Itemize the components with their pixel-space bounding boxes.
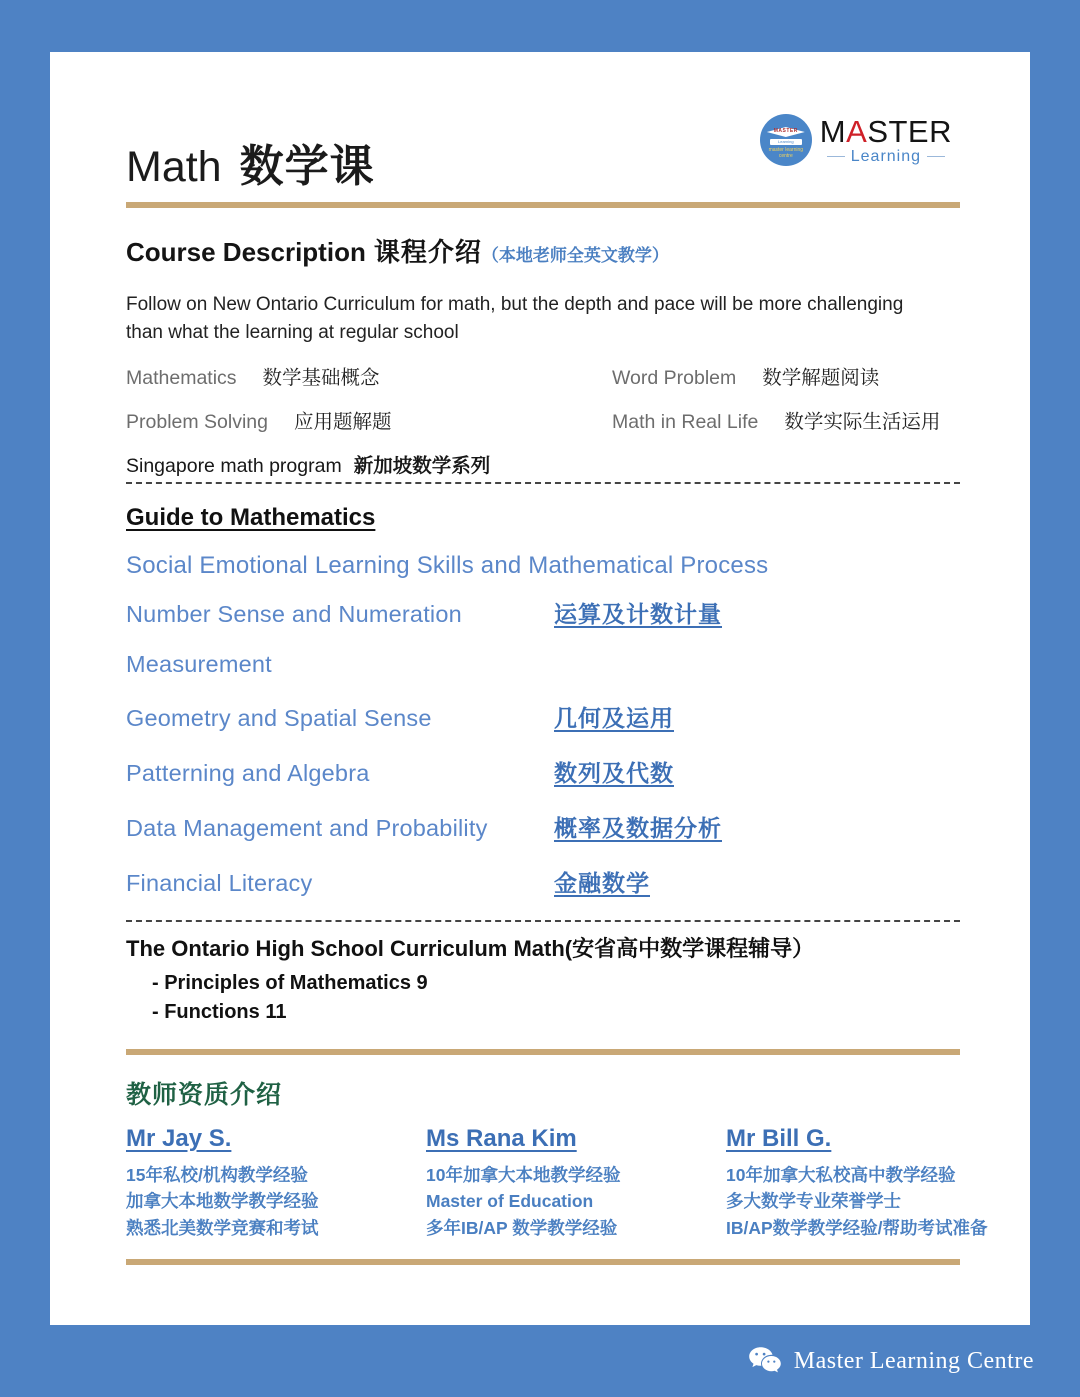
guide-topic-row (126, 651, 960, 678)
teacher-name[interactable]: Ms Rana Kim (426, 1125, 577, 1153)
poster-header (126, 52, 960, 202)
guide-topic-row (126, 596, 960, 629)
brand-name-m: M (819, 113, 847, 149)
course-topic-row (126, 362, 960, 390)
teacher-credential-line: 熟悉北美数学竞赛和考试 (126, 1217, 319, 1238)
course-description-note: （本地老师全英文教学） (481, 246, 669, 265)
brand-tagline-text: Learning (850, 147, 922, 165)
brand-tagline (820, 149, 952, 165)
teacher-credential-line: 10年加拿大私校高中教学经验 (726, 1165, 956, 1186)
guide-topic-en: Number Sense and Numeration (126, 601, 462, 628)
brand-wordmark (819, 113, 952, 165)
teacher-credentials (726, 1162, 988, 1241)
guide-heading: Guide to Mathematics (126, 504, 376, 532)
topic-label-en: Math in Real Life (612, 411, 759, 434)
topic-label-en: Mathematics (126, 367, 237, 390)
poster-content (126, 52, 988, 1265)
teacher-credential-line: 多年IB/AP 数学教学经验 (426, 1217, 618, 1238)
ontario-curriculum-list (126, 969, 960, 1027)
graduation-cap-logo-icon (760, 114, 812, 166)
dashed-divider-1 (126, 482, 960, 484)
dashed-divider-2 (126, 920, 960, 922)
guide-topic-cn: 数列及代数 (554, 760, 674, 787)
wechat-label: Master Learning Centre (793, 1347, 1034, 1374)
teachers-list (126, 1125, 988, 1241)
page-title-en: Math (126, 143, 222, 191)
teacher-name[interactable]: Mr Jay S. (126, 1125, 232, 1153)
poster-card (50, 52, 1030, 1325)
course-description-heading-cn: 课程介绍 (373, 237, 482, 267)
topic-label-cn: 数学基础概念 (262, 367, 380, 390)
guide-topic-row (126, 865, 960, 898)
footer-bar (0, 1325, 1080, 1397)
logo-mark-word: MASTER (773, 128, 798, 134)
singapore-program-en: Singapore math program (126, 455, 342, 478)
teacher-credential-line: 加拿大本地数学教学经验 (126, 1191, 319, 1212)
course-description-paragraph: Follow on New Ontario Curriculum for math, but the depth and pace will be more challenging than what the learning at regular school (126, 294, 904, 343)
guide-topic-cn: 概率及数据分析 (554, 815, 722, 842)
tagline-dash-left (827, 156, 845, 157)
tagline-dash-right (927, 156, 945, 157)
list-item: - Functions 11 (152, 1001, 287, 1024)
course-description-heading-en: Course Description (126, 237, 366, 267)
wechat-icon (748, 1346, 782, 1376)
course-topic-cell (126, 406, 612, 434)
topic-label-en: Word Problem (612, 367, 737, 390)
guide-intro: Social Emotional Learning Skills and Mathematical Process (126, 552, 769, 580)
course-topic-pairs (126, 362, 960, 434)
guide-topic-cn: 几何及运用 (554, 705, 674, 732)
list-item: - Principles of Mathematics 9 (152, 972, 428, 995)
singapore-program-cn: 新加坡数学系列 (353, 455, 491, 478)
teacher-name[interactable]: Mr Bill G. (726, 1125, 832, 1153)
singapore-program-line (126, 450, 960, 478)
teacher-card (726, 1125, 988, 1241)
teacher-credentials (126, 1162, 426, 1241)
guide-topic-en: Patterning and Algebra (126, 760, 370, 787)
teacher-card (126, 1125, 426, 1241)
teacher-credential-line: 多大数学专业荣誉学士 (726, 1191, 901, 1212)
logo-mark-subtitle: master learning centre (768, 147, 804, 159)
page-title-cn: 数学课 (239, 142, 375, 191)
brand-name-a: A (846, 113, 868, 149)
gold-divider-top (126, 202, 960, 208)
course-topic-cell (126, 362, 612, 390)
teacher-credential-line: 10年加拿大本地教学经验 (426, 1165, 621, 1186)
page-title (126, 130, 375, 194)
course-topic-cell (612, 362, 960, 390)
guide-topic-list (126, 596, 960, 898)
brand-logo (760, 114, 952, 166)
teacher-card (426, 1125, 726, 1241)
guide-topic-en: Measurement (126, 651, 272, 678)
guide-topic-row (126, 810, 960, 843)
course-topic-row (126, 406, 960, 434)
guide-topic-row (126, 700, 960, 733)
guide-topic-en: Data Management and Probability (126, 815, 488, 842)
brand-name (819, 113, 952, 149)
wechat-handle (748, 1346, 1034, 1376)
guide-topic-en: Geometry and Spatial Sense (126, 705, 432, 732)
ontario-curriculum-heading: The Ontario High School Curriculum Math(安省高中数学课程辅导） (126, 936, 815, 962)
brand-name-rest: STER (867, 113, 952, 149)
gold-divider-middle (126, 1049, 960, 1055)
teachers-section-title: 教师资质介绍 (126, 1081, 283, 1110)
gold-divider-bottom (126, 1259, 960, 1265)
logo-mark-band: Learning (770, 139, 802, 145)
course-topic-cell (612, 406, 960, 434)
guide-topic-row (126, 755, 960, 788)
teacher-credentials (426, 1162, 726, 1241)
topic-label-en: Problem Solving (126, 411, 268, 434)
guide-topic-en: Financial Literacy (126, 870, 313, 897)
topic-label-cn: 应用题解题 (293, 411, 392, 434)
teacher-credential-line: IB/AP数学教学经验/帮助考试准备 (726, 1217, 988, 1238)
course-description-heading (126, 232, 960, 269)
guide-topic-cn: 金融数学 (554, 870, 650, 897)
teacher-credential-line: Master of Education (426, 1191, 594, 1212)
topic-label-cn: 数学解题阅读 (762, 367, 880, 390)
guide-topic-cn: 运算及计数计量 (554, 601, 722, 628)
teacher-credential-line: 15年私校/机构教学经验 (126, 1165, 308, 1186)
topic-label-cn: 数学实际生活运用 (784, 411, 941, 434)
